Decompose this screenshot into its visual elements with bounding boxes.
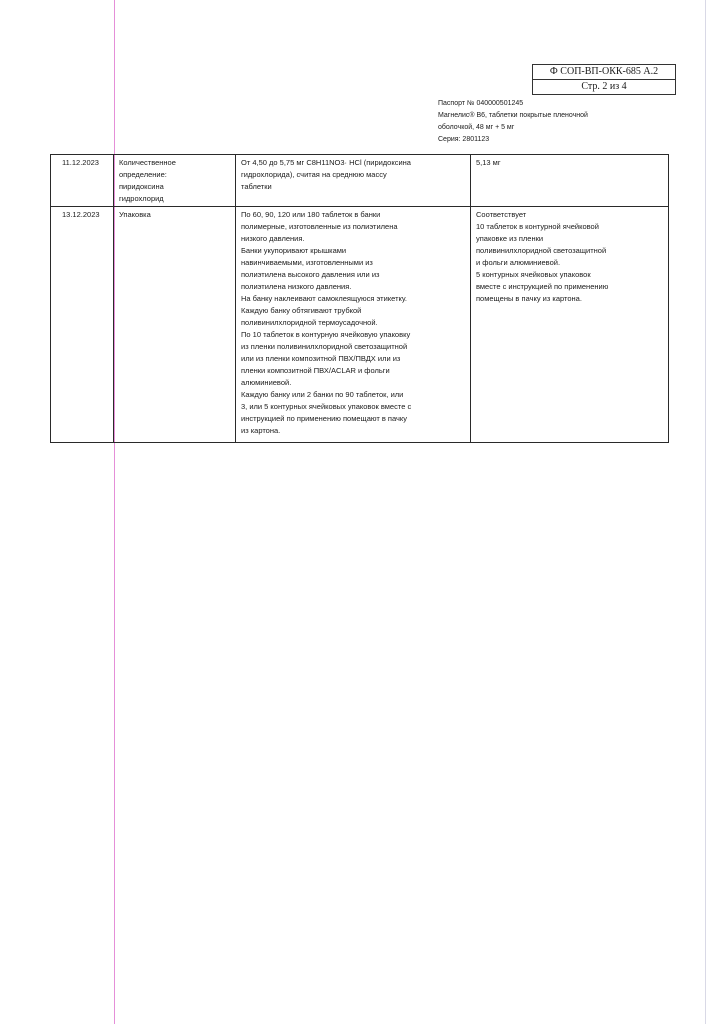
cell-requirement-line: Каждую банку обтягивают трубкой [241,306,362,315]
cell-requirement-line: 3, или 5 контурных ячейковых упаковок вместе с [241,402,412,411]
cell-requirement-line: поливинилхлоридной термоусадочной. [241,318,378,327]
cell-requirement-line: гидрохлорида), считая на среднюю массу [241,170,387,179]
cell-requirement-line: пленки композитной ПВХ/ACLAR и фольги [241,366,390,375]
cell-requirement-line: инструкцией по применению помещают в пачку [241,414,408,423]
cell-test-name-line: определение: [119,170,167,179]
cell-requirement-line: алюминиевой. [241,378,292,387]
cell-requirement-line: полимерные, изготовленные из полиэтилена [241,222,398,231]
cell-requirement [236,207,471,443]
cell-requirement-line: навинчиваемыми, изготовленными из [241,258,373,267]
cell-result-line: упаковке из пленки [476,234,544,243]
cell-result-line: 5 контурных ячейковых упаковок [476,270,591,279]
cell-result-line: Соответствует [476,210,527,219]
date-text: 13.12.2023 [62,210,100,219]
cell-requirement-line: из пленки поливинилхлоридной светозащитной [241,342,408,351]
cell-result-line: и фольги алюминиевой. [476,258,561,267]
cell-result [471,207,669,443]
cell-requirement-line: полиэтилена высокого давления или из [241,270,380,279]
table-row [51,155,669,207]
cell-requirement-line: Каждую банку или 2 банки по 90 таблеток, или [241,390,404,399]
batch-number: Серия: 2801123 [438,136,490,143]
cell-result-line: помещены в пачку из картона. [476,294,582,303]
margin-line-right [705,0,706,1024]
product-name-line-1: Магнелис® В6, таблетки покрытые пленочной [438,112,588,119]
table-row [51,207,669,443]
cell-date [51,155,114,207]
cell-test-name-line: Упаковка [119,210,151,219]
cell-requirement-line: От 4,50 до 5,75 мг C8H11NO3· HCl (пиридоксина [241,158,411,167]
cell-test-name-line: Количественное [119,158,176,167]
results-table [50,154,669,443]
form-code-box [532,64,676,95]
cell-requirement-line: По 10 таблеток в контурную ячейковую упаковку [241,330,411,339]
cell-test-name-line: пиридоксина [119,182,164,191]
cell-result-line: поливинилхлоридной светозащитной [476,246,607,255]
cell-requirement-line: из картона. [241,426,281,435]
cell-requirement-line: На банку наклеивают самоклеящуюся этикетку. [241,294,407,303]
passport-block [438,98,588,146]
cell-result-line: 10 таблеток в контурной ячейковой [476,222,599,231]
cell-requirement-line: низкого давления. [241,234,305,243]
cell-test-name-line: гидрохлорид [119,194,164,203]
cell-requirement [236,155,471,207]
passport-number: Паспорт № 040000501245 [438,100,524,107]
cell-result-line: вместе с инструкцией по применению [476,282,609,291]
cell-requirement-line: По 60, 90, 120 или 180 таблеток в банки [241,210,381,219]
cell-test-name [114,207,236,443]
page-number: Стр. 2 из 4 [533,79,675,94]
cell-test-name [114,155,236,207]
product-name-line-2: оболочкой, 48 мг + 5 мг [438,124,515,131]
cell-result [471,155,669,207]
cell-requirement-line: полиэтилена низкого давления. [241,282,352,291]
form-code: Ф СОП-ВП-ОКК-685 А.2 [549,66,659,77]
cell-requirement-line: или из пленки композитной ПВХ/ПВДХ или из [241,354,401,363]
date-text: 11.12.2023 [62,158,99,167]
cell-date [51,207,114,443]
cell-requirement-line: таблетки [241,182,272,191]
cell-requirement-line: Банки укупоривают крышками [241,246,347,255]
cell-result-line: 5,13 мг [476,158,501,167]
